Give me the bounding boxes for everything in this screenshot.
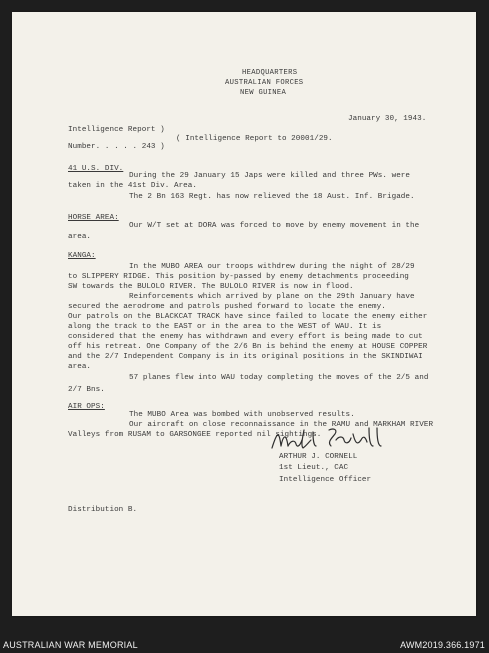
airops-line-2: Our aircraft on close reconnaissance in the RAMU and MARKHAM RIVER — [129, 421, 434, 429]
horse-line-2: area. — [68, 233, 92, 241]
kanga-line-1: In the MUBO AREA our troops withdrew during the night of 28/29 — [129, 263, 415, 271]
section-heading-div: 41 U.S. DIV. — [68, 165, 124, 173]
signature-scrawl-text: Arthur J. Cornell — [269, 455, 280, 456]
header-line-1: HEADQUARTERS — [242, 69, 298, 77]
kanga-line-8: considered that the enemy has withdrawn and every effort is being made to cut — [68, 333, 423, 341]
distribution: Distribution B. — [68, 506, 138, 514]
signatory-name: ARTHUR J. CORNELL — [279, 453, 358, 461]
kanga-line-5: secured the aerodrome and patrols pushed forward to locate the enemy. — [68, 303, 386, 311]
kanga-line-12: 57 planes flew into WAU today completing the moves of the 2/5 and — [129, 374, 429, 382]
report-label: Intelligence Report ) — [68, 126, 165, 134]
kanga-line-4: Reinforcements which arrived by plane on the 29th January have — [129, 293, 415, 301]
kanga-line-13: 2/7 Bns. — [68, 386, 105, 394]
airops-line-3: Valleys from RUSAM to GARSONGEE reported nil sightings. — [68, 431, 322, 439]
airops-line-1: The MUBO Area was bombed with unobserved results. — [129, 411, 355, 419]
number-label: Number. . . . . 243 ) — [68, 143, 165, 151]
div-line-1: During the 29 January 15 Japs were killed and three PWs. were — [129, 172, 411, 180]
footer-institution: AUSTRALIAN WAR MEMORIAL — [3, 640, 138, 650]
handwritten-signature — [269, 422, 389, 456]
kanga-line-6: Our patrols on the BLACKCAT TRACK have since failed to locate the enemy either — [68, 313, 428, 321]
section-heading-horse: HORSE AREA: — [68, 214, 119, 222]
div-line-2: taken in the 41st Div. Area. — [68, 182, 197, 190]
kanga-line-9: off his retreat. One Company of the 2/6 Bn is behind the enemy at HOUSE COPPER — [68, 343, 428, 351]
kanga-line-2: to SLIPPERY RIDGE. This position by-passed by enemy detachments proceeding — [68, 273, 409, 281]
kanga-line-11: area. — [68, 363, 92, 371]
footer-accession-number: AWM2019.366.1971 — [400, 640, 485, 650]
horse-line-1: Our W/T set at DORA was forced to move by enemy movement in the — [129, 222, 420, 230]
header-line-3: NEW GUINEA — [240, 89, 287, 97]
kanga-line-3: SW towards the BULOLO RIVER. The BULOLO RIVER is now in flood. — [68, 283, 354, 291]
document-page — [12, 12, 476, 616]
kanga-line-7: along the track to the EAST or in the area to the WEST of WAU. It is — [68, 323, 382, 331]
report-to: ( Intelligence Report to 20001/29. — [176, 135, 333, 143]
footer-bar — [0, 634, 489, 653]
document-date: January 30, 1943. — [348, 115, 427, 123]
div-line-3: The 2 Bn 163 Regt. has now relieved the 18 Aust. Inf. Brigade. — [129, 193, 415, 201]
header-line-2: AUSTRALIAN FORCES — [225, 79, 304, 87]
signatory-title: Intelligence Officer — [279, 476, 372, 484]
section-heading-kanga: KANGA: — [68, 252, 96, 260]
section-heading-airops: AIR OPS: — [68, 403, 105, 411]
kanga-line-10: and the 2/7 Independent Company is in its original positions in the SKINDIWAI — [68, 353, 423, 361]
signatory-rank: 1st Lieut., CAC — [279, 464, 349, 472]
